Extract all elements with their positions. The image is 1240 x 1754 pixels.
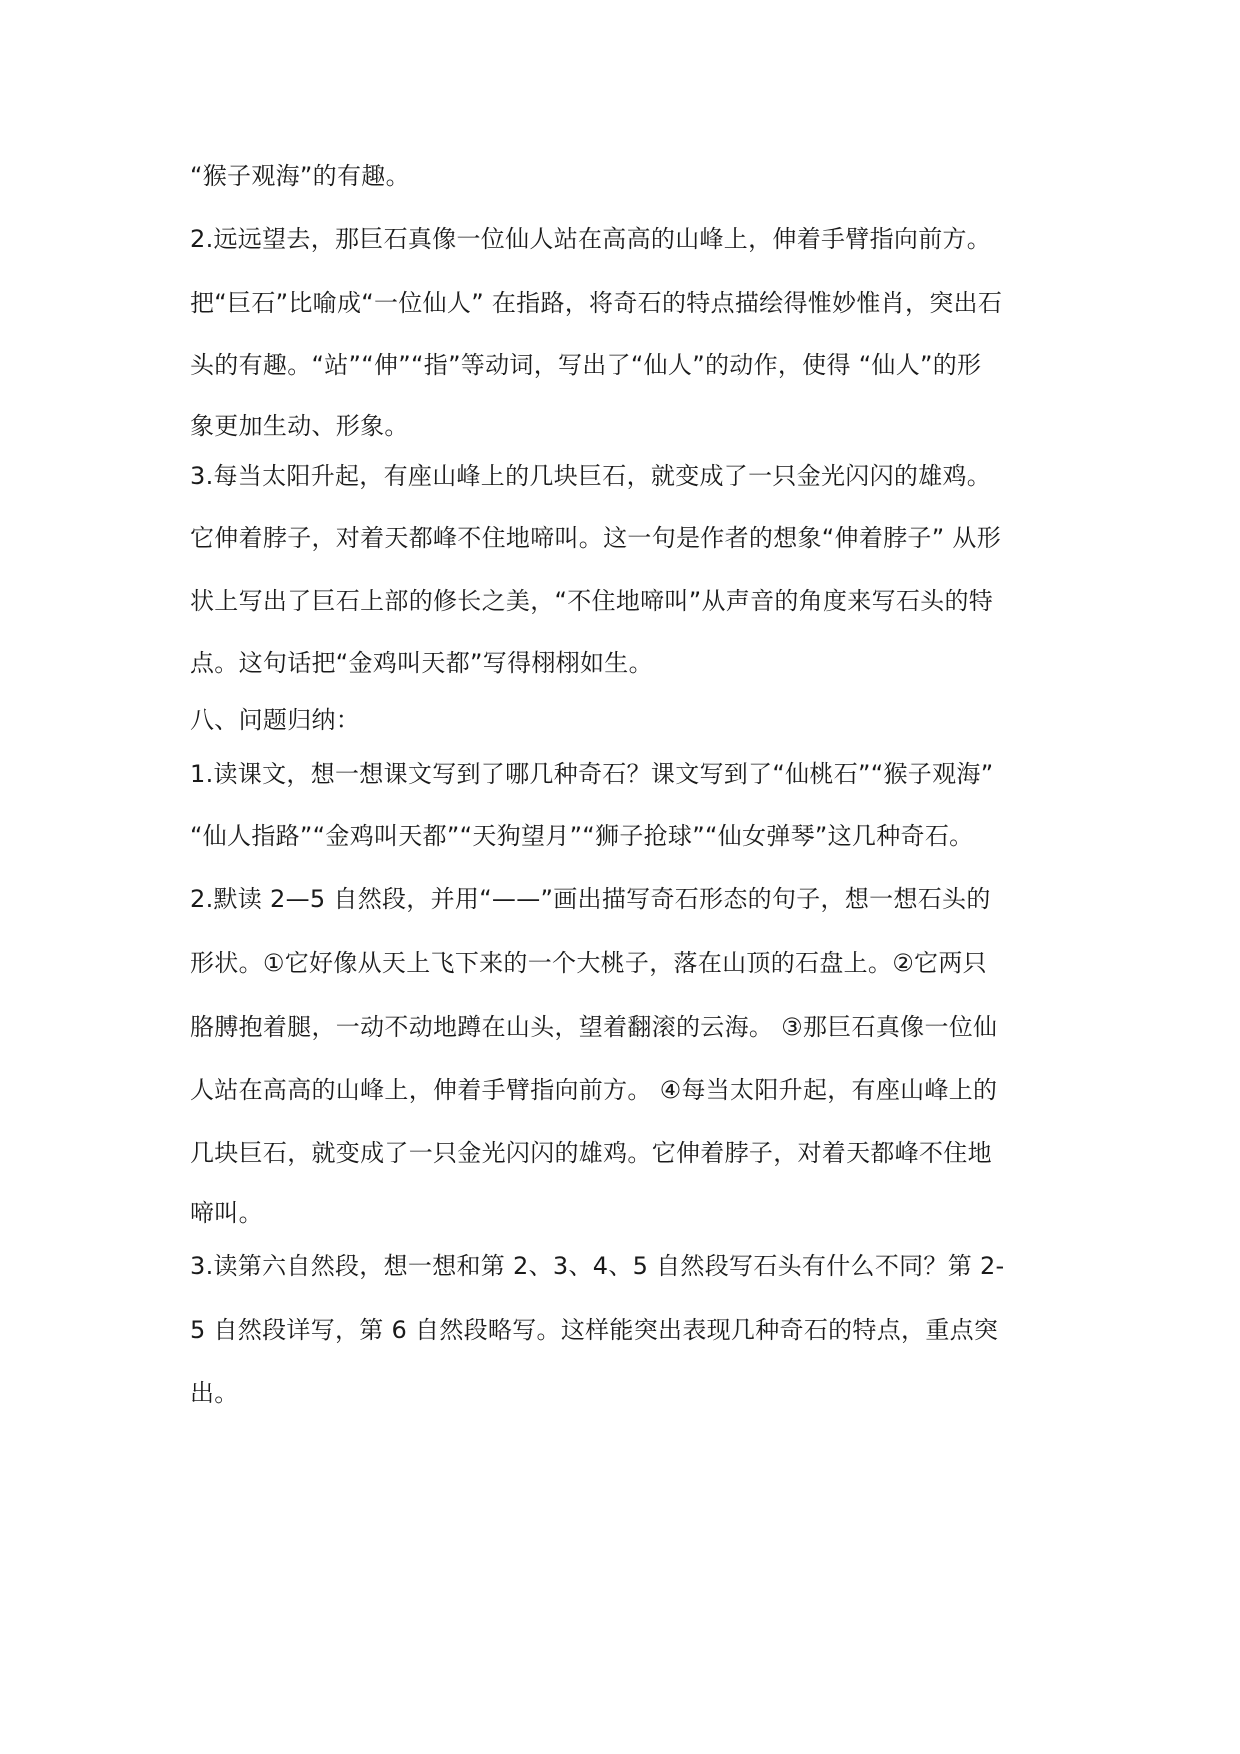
- text-line: 几块巨石，就变成了一只金光闪闪的雄鸡。它伸着脖子，对着天都峰不住地: [190, 1139, 992, 1167]
- text-line: 3.读第六自然段，想一想和第 2、3、4、5 自然段写石头有什么不同？第 2-: [190, 1252, 1005, 1280]
- text-line: 5 自然段详写，第 6 自然段略写。这样能突出表现几种奇石的特点，重点突: [190, 1316, 999, 1344]
- text-line: 形状。①它好像从天上飞下来的一个大桃子，落在山顶的石盘上。②它两只: [190, 949, 987, 977]
- text-line: 点。这句话把“金鸡叫天都”写得栩栩如生。: [190, 649, 653, 677]
- text-line: 头的有趣。“站”“伸”“指”等动词，写出了“仙人”的动作，使得 “仙人”的形: [190, 351, 982, 379]
- text-line: 人站在高高的山峰上，伸着手臂指向前方。 ④每当太阳升起，有座山峰上的: [190, 1076, 998, 1104]
- text-line: 3.每当太阳升起，有座山峰上的几块巨石，就变成了一只金光闪闪的雄鸡。: [190, 462, 992, 490]
- text-line: 啼叫。: [190, 1199, 263, 1227]
- text-line: 出。: [190, 1379, 239, 1407]
- text-line: 2.远远望去，那巨石真像一位仙人站在高高的山峰上，伸着手臂指向前方。: [190, 225, 992, 253]
- text-line: “猴子观海”的有趣。: [190, 162, 410, 190]
- text-line: 它伸着脖子，对着天都峰不住地啼叫。这一句是作者的想象“伸着脖子” 从形: [190, 524, 1001, 552]
- section-heading: 八、问题归纳：: [190, 706, 361, 734]
- text-line: 胳膊抱着腿，一动不动地蹲在山头，望着翻滚的云海。 ③那巨石真像一位仙: [190, 1013, 998, 1041]
- text-line: “仙人指路”“金鸡叫天都”“天狗望月”“狮子抢球”“仙女弹琴”这几种奇石。: [190, 822, 974, 850]
- text-line: 象更加生动、形象。: [190, 412, 409, 440]
- text-line: 2.默读 2—5 自然段，并用“——”画出描写奇石形态的句子，想一想石头的: [190, 885, 991, 913]
- text-line: 把“巨石”比喻成“一位仙人” 在指路，将奇石的特点描绘得惟妙惟肖，突出石: [190, 289, 1003, 317]
- text-line: 状上写出了巨石上部的修长之美，“不住地啼叫”从声音的角度来写石头的特: [190, 587, 994, 615]
- text-line: 1.读课文，想一想课文写到了哪几种奇石？课文写到了“仙桃石”“猴子观海”: [190, 760, 994, 788]
